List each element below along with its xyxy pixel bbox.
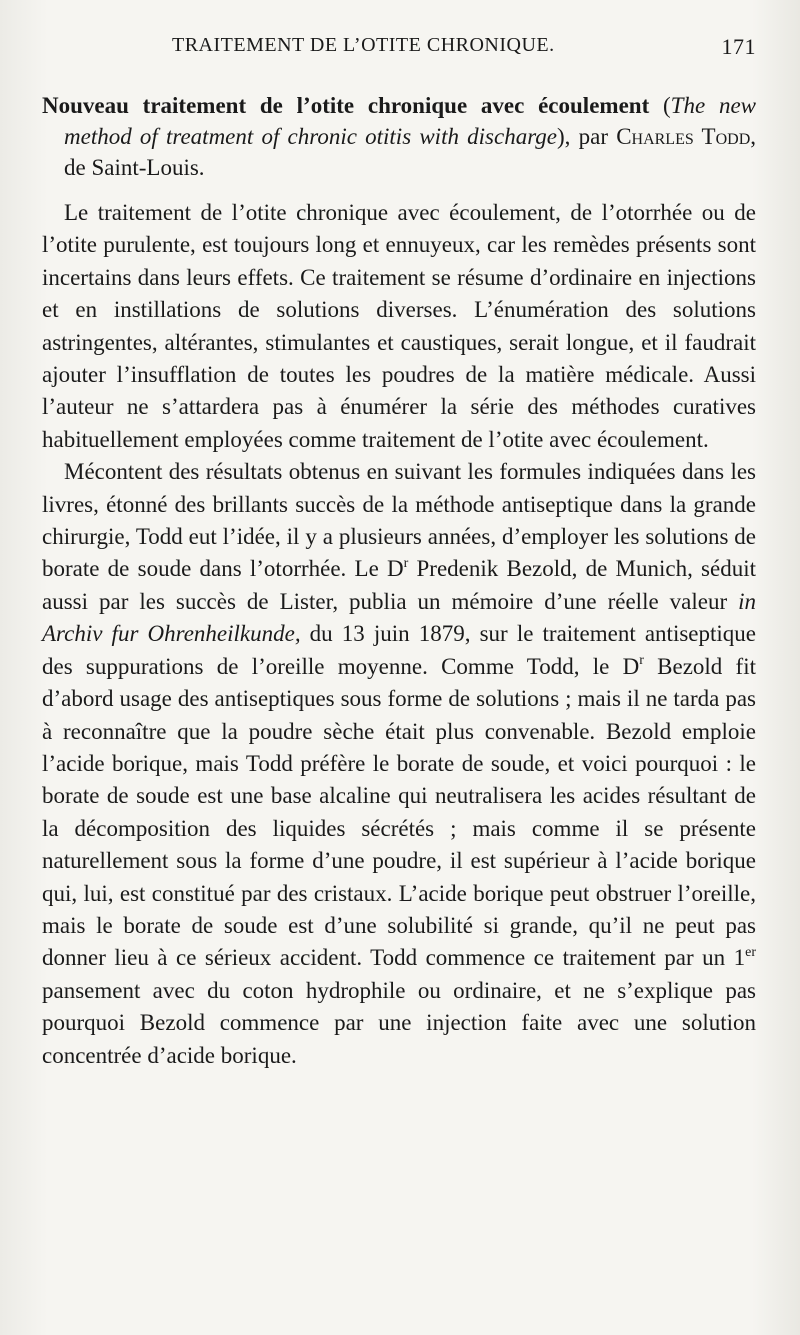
paragraph-1: Le traitement de l’otite chronique avec écoulement, de l’otorrhée ou de l’otite purulente, est toujours long et ennuyeux, car les remèdes présents sont incertains dans leurs effets. Ce traitement se résume d’ordinaire en injections et en instillations de solutions diverses. L’énumération des solutions astringentes, altérantes, stimulantes et caustiques, serait longue, et il faudrait ajouter l’insufflation de toutes les poudres de la matière médicale. Aussi l’auteur ne s’attardera pas à énumérer la série des méthodes curatives habituellement employées comme traitement de l’otite avec écoulement. [42,200,756,452]
journal-title: in Archiv fur Ohrenheilkunde, [42,588,756,647]
paragraph-2-part-b: Predenik Bezold, de Munich, séduit aussi par les succès de Lister, publia un mémoire d’une réelle valeur [42,556,756,614]
running-head [42,34,756,70]
article-body [42,197,756,1072]
article-author-place: , de Saint-Louis. [64,124,756,180]
paragraph-2-part-d: Bezold fit d’abord usage des antiseptiques sous forme de solutions ; mais il ne tarda pas à reconnaître que la poudre sèche était plus convenable. Bezold emploie l’acide borique, mais Todd préfère le borate de soude, et voici pourquoi : le borate de soude est une base alcaline qui neutralisera les acides résultant de la décomposition des liquides sécrétés ; mais comme il se présente naturellement sous la forme d’une poudre, il est supérieur à l’acide borique qui, lui, est constitué par des cristaux. L’acide borique peut obstruer l’oreille, mais le borate de soude est d’une solubilité si grande, qu’il ne peut pas donner lieu à ce sérieux accident. Todd commence ce traitement par un 1 [42,653,756,971]
article-author: Charles Todd [616,124,751,149]
title-paren-close: ), par [557,124,617,149]
article-title [42,90,756,183]
superscript-dr-1: r [403,555,409,571]
page-number: 171 [721,34,756,59]
paragraph-2-part-c: du 13 juin 1879, sur le traitement antiseptique des suppurations de l’oreille moyenne. Comme Todd, le D [42,621,756,679]
running-title: TRAITEMENT DE L’OTITE CHRONIQUE. [172,34,555,56]
paragraph-2-part-e: pansement avec du coton hydrophile ou ordinaire, et ne s’explique pas pourquoi Bezold commence par une injection faite avec une solution concentrée d’acide borique. [42,977,756,1068]
superscript-premier: er [745,944,756,960]
title-paren-open: ( [649,93,671,118]
superscript-dr-2: r [639,653,644,669]
article-title-english: The new method of treatment of chronic otitis with discharge [64,93,756,149]
paragraph-2 [42,456,756,1072]
article-title-french: Nouveau traitement de l’otite chronique avec écoulement [42,93,650,118]
paragraph-2-part-a: Mécontent des résultats obtenus en suivant les formules indiquées dans les livres, étonné des brillants succès de la méthode antiseptique dans la grande chirurgie, Todd eut l’idée, il y a plusieurs années, d’employer les solutions de borate de soude dans l’otorrhée. Le D [42,459,756,582]
